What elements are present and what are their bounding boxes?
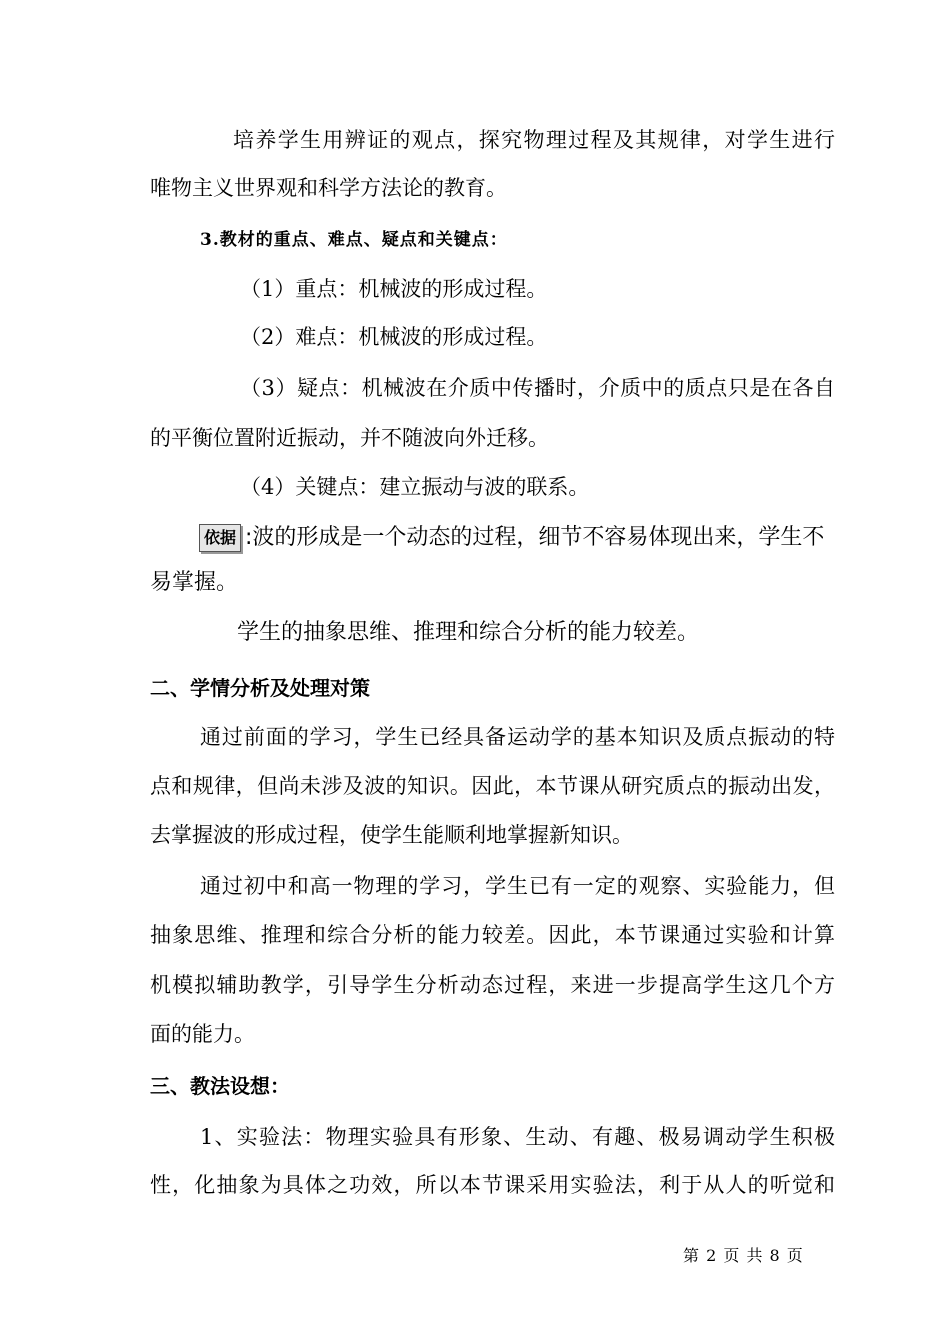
- paragraph-line: 面的能力。: [150, 1022, 255, 1046]
- list-item: （4）关键点：建立振动与波的联系。: [240, 475, 590, 499]
- paragraph-line: 抽象思维、推理和综合分析的能力较差。因此，本节课通过实验和计算: [150, 923, 835, 947]
- list-item: 的平衡位置附近振动，并不随波向外迁移。: [150, 426, 549, 450]
- section-heading: 三、教法设想：: [150, 1074, 290, 1098]
- basis-text: :波的形成是一个动态的过程，细节不容易体现出来，学生不: [245, 525, 825, 550]
- page-number: 第 2 页 共 8 页: [683, 1246, 804, 1265]
- basis-line: 学生的抽象思维、推理和综合分析的能力较差。: [237, 620, 700, 645]
- paragraph-line: 去掌握波的形成过程，使学生能顺利地掌握新知识。: [150, 823, 633, 847]
- paragraph-line: 通过前面的学习，学生已经具备运动学的基本知识及质点振动的特: [200, 725, 835, 749]
- paragraph-line: 性，化抽象为具体之功效，所以本节课采用实验法，利于从人的听觉和: [150, 1173, 835, 1197]
- basis-line: 易掌握。: [150, 570, 239, 595]
- basis-tag: 依据: [199, 524, 241, 552]
- paragraph-line: 通过初中和高一物理的学习，学生已有一定的观察、实验能力，但: [200, 874, 835, 898]
- list-item: （1）重点：机械波的形成过程。: [240, 277, 548, 301]
- paragraph-line: 培养学生用辨证的观点，探究物理过程及其规律，对学生进行: [233, 128, 835, 152]
- paragraph-line: 点和规律，但尚未涉及波的知识。因此，本节课从研究质点的振动出发，: [150, 774, 835, 798]
- paragraph-line: 1、实验法：物理实验具有形象、生动、有趣、极易调动学生积极: [200, 1125, 835, 1149]
- basis-line: [199, 523, 824, 553]
- section-heading: 3.教材的重点、难点、疑点和关键点：: [200, 230, 508, 250]
- section-heading: 二、学情分析及处理对策: [150, 676, 370, 700]
- paragraph-line: 唯物主义世界观和科学方法论的教育。: [150, 176, 507, 200]
- paragraph-line: 机模拟辅助教学，引导学生分析动态过程，来进一步提高学生这几个方: [150, 973, 835, 997]
- list-item: （3）疑点：机械波在介质中传播时，介质中的质点只是在各自: [240, 376, 835, 400]
- list-item: （2）难点：机械波的形成过程。: [240, 325, 548, 349]
